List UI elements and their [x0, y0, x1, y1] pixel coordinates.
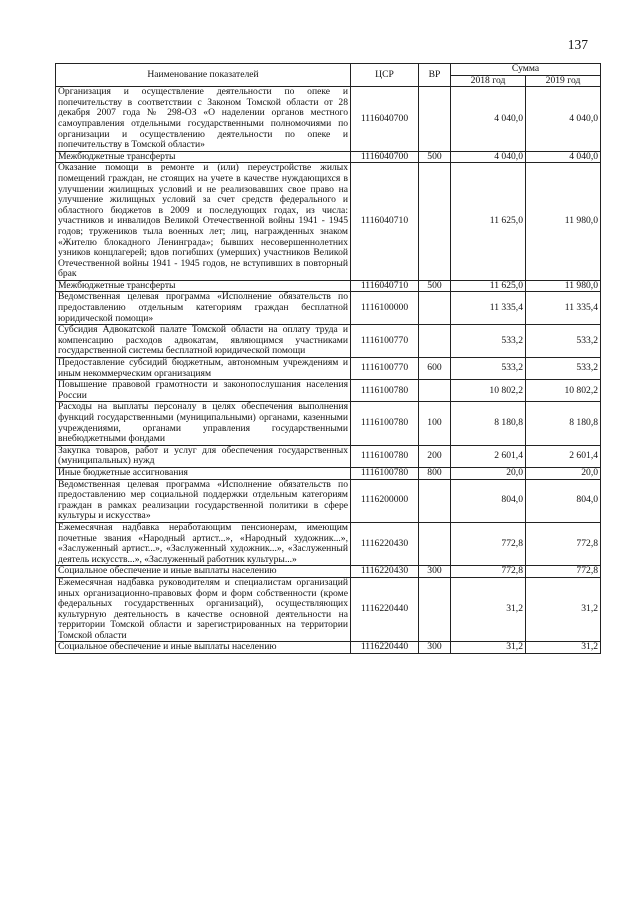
row-sum-2018: 804,0: [451, 479, 526, 522]
row-name: Организация и осуществление деятельности по опеке и попечительству в соответствии с Законом Томской области от 28 декабря 2007 года № 298-ОЗ «О наделении органов местного самоуправления отдельными государственными полномочиями по организации и осуществлению деятельности по опеке и попечительству в Томской области»: [56, 87, 351, 152]
row-vr: 800: [419, 467, 451, 479]
row-sum-2019: 533,2: [526, 325, 601, 358]
row-name: Межбюджетные трансферты: [56, 151, 351, 163]
row-sum-2019: 772,8: [526, 522, 601, 565]
row-sum-2018: 4 040,0: [451, 151, 526, 163]
row-vr: [419, 577, 451, 642]
table-row: [56, 402, 601, 445]
row-sum-2019: 8 180,8: [526, 402, 601, 445]
table-header: [56, 64, 601, 87]
row-sum-2018: 2 601,4: [451, 445, 526, 467]
table-row: [56, 325, 601, 358]
row-vr: [419, 380, 451, 402]
row-name: Социальное обеспечение и иные выплаты населению: [56, 566, 351, 578]
row-code: 1116220440: [351, 577, 419, 642]
row-code: 1116100780: [351, 402, 419, 445]
table-row: [56, 380, 601, 402]
row-code: 1116100780: [351, 445, 419, 467]
table-row: [56, 577, 601, 642]
row-sum-2019: 533,2: [526, 358, 601, 380]
budget-table: [55, 63, 601, 654]
row-name: Субсидия Адвокатской палате Томской области на оплату труда и компенсацию расходов адвокатам, являющимся участниками государственной системы бесплатной юридической помощи: [56, 325, 351, 358]
row-sum-2018: 11 335,4: [451, 292, 526, 325]
row-name: Ежемесячная надбавка неработающим пенсионерам, имеющим почетные звания «Народный артист...», «Народный художник...», «Заслуженный артист...», «Заслуженный художник...», «Заслуженный деятель искусств...», «Заслуженный работник культуры...»: [56, 522, 351, 565]
row-code: 1116100780: [351, 380, 419, 402]
row-vr: 300: [419, 642, 451, 654]
row-sum-2019: 4 040,0: [526, 87, 601, 152]
row-code: 1116040700: [351, 151, 419, 163]
row-name: Иные бюджетные ассигнования: [56, 467, 351, 479]
row-name: Социальное обеспечение и иные выплаты населению: [56, 642, 351, 654]
table-row: [56, 522, 601, 565]
row-code: 1116100770: [351, 358, 419, 380]
row-code: 1116040710: [351, 280, 419, 292]
row-code: 1116100770: [351, 325, 419, 358]
row-sum-2018: 533,2: [451, 358, 526, 380]
row-vr: [419, 325, 451, 358]
table-row: [56, 292, 601, 325]
table-row: [56, 163, 601, 281]
row-sum-2018: 31,2: [451, 577, 526, 642]
row-name: Оказание помощи в ремонте и (или) переустройстве жилых помещений граждан, не стоящих на учете в качестве нуждающихся в улучшении жилищных условий и не реализовавших свое право на улучшение жилищных условий за счет средств федерального и областного бюджетов в 2009 и последующих годах, из числа: участников и инвалидов Великой Отечественной войны 1941 - 1945 годов; тружеников тыла военных лет; лиц, награжденных знаком «Жителю блокадного Ленинграда»; бывших несовершеннолетних узников концлагерей; вдов погибших (умерших) участников Великой Отечественной войны 1941 - 1945 годов, не вступивших в повторный брак: [56, 163, 351, 281]
table-row: [56, 642, 601, 654]
row-code: 1116100000: [351, 292, 419, 325]
row-name: Закупка товаров, работ и услуг для обеспечения государственных (муниципальных) нужд: [56, 445, 351, 467]
row-code: 1116220440: [351, 642, 419, 654]
row-code: 1116040710: [351, 163, 419, 281]
row-sum-2019: 2 601,4: [526, 445, 601, 467]
table-row: [56, 445, 601, 467]
row-sum-2018: 11 625,0: [451, 163, 526, 281]
row-name: Ведомственная целевая программа «Исполнение обязательств по предоставлению мер социальной поддержки отдельным категориям граждан в рамках реализации государственной политики в сфере культуры и искусства»: [56, 479, 351, 522]
row-vr: [419, 163, 451, 281]
table-row: [56, 280, 601, 292]
row-sum-2019: 772,8: [526, 566, 601, 578]
row-sum-2019: 20,0: [526, 467, 601, 479]
row-sum-2018: 4 040,0: [451, 87, 526, 152]
row-vr: 600: [419, 358, 451, 380]
header-year-2018: 2018 год: [451, 75, 526, 87]
header-code: ЦСР: [351, 64, 419, 87]
table-row: [56, 566, 601, 578]
row-sum-2018: 11 625,0: [451, 280, 526, 292]
row-code: 1116220430: [351, 522, 419, 565]
row-name: Ежемесячная надбавка руководителям и специалистам организаций иных организационно-правовых форм и форм собственности (кроме федеральных государственных организаций), осуществляющих культурную деятельность в качестве основной деятельности на территории Томской области и зарегистрированных на территории Томской области: [56, 577, 351, 642]
table-row: [56, 151, 601, 163]
row-name: Ведомственная целевая программа «Исполнение обязательств по предоставлению отдельным категориям граждан бесплатной юридической помощи»: [56, 292, 351, 325]
row-vr: [419, 292, 451, 325]
row-vr: 500: [419, 151, 451, 163]
row-sum-2018: 31,2: [451, 642, 526, 654]
row-sum-2019: 804,0: [526, 479, 601, 522]
page-number: 137: [567, 37, 588, 52]
header-year-2019: 2019 год: [526, 75, 601, 87]
row-vr: [419, 479, 451, 522]
row-sum-2019: 11 980,0: [526, 280, 601, 292]
row-vr: 300: [419, 566, 451, 578]
row-sum-2019: 10 802,2: [526, 380, 601, 402]
header-vr: ВР: [419, 64, 451, 87]
header-name: Наименование показателей: [56, 64, 351, 87]
row-code: 1116040700: [351, 87, 419, 152]
row-sum-2018: 533,2: [451, 325, 526, 358]
table-row: [56, 87, 601, 152]
row-name: Расходы на выплаты персоналу в целях обеспечения выполнения функций государственными (муниципальными) органами, казенными учреждениями, органами управления государственными внебюджетными фондами: [56, 402, 351, 445]
row-vr: [419, 522, 451, 565]
row-code: 1116220430: [351, 566, 419, 578]
row-sum-2018: 10 802,2: [451, 380, 526, 402]
row-vr: [419, 87, 451, 152]
row-sum-2019: 4 040,0: [526, 151, 601, 163]
row-sum-2018: 772,8: [451, 566, 526, 578]
row-sum-2019: 11 980,0: [526, 163, 601, 281]
table-row: [56, 467, 601, 479]
row-sum-2018: 8 180,8: [451, 402, 526, 445]
row-code: 1116100780: [351, 467, 419, 479]
row-name: Предоставление субсидий бюджетным, автономным учреждениям и иным некоммерческим организациям: [56, 358, 351, 380]
table-row: [56, 479, 601, 522]
row-sum-2019: 11 335,4: [526, 292, 601, 325]
header-sum: Сумма: [451, 64, 601, 76]
row-code: 1116200000: [351, 479, 419, 522]
row-sum-2019: 31,2: [526, 642, 601, 654]
row-vr: 500: [419, 280, 451, 292]
row-vr: 100: [419, 402, 451, 445]
row-name: Межбюджетные трансферты: [56, 280, 351, 292]
row-sum-2019: 31,2: [526, 577, 601, 642]
row-vr: 200: [419, 445, 451, 467]
row-sum-2018: 20,0: [451, 467, 526, 479]
row-sum-2018: 772,8: [451, 522, 526, 565]
table-body: [56, 87, 601, 654]
table-row: [56, 358, 601, 380]
row-name: Повышение правовой грамотности и законопослушания населения России: [56, 380, 351, 402]
